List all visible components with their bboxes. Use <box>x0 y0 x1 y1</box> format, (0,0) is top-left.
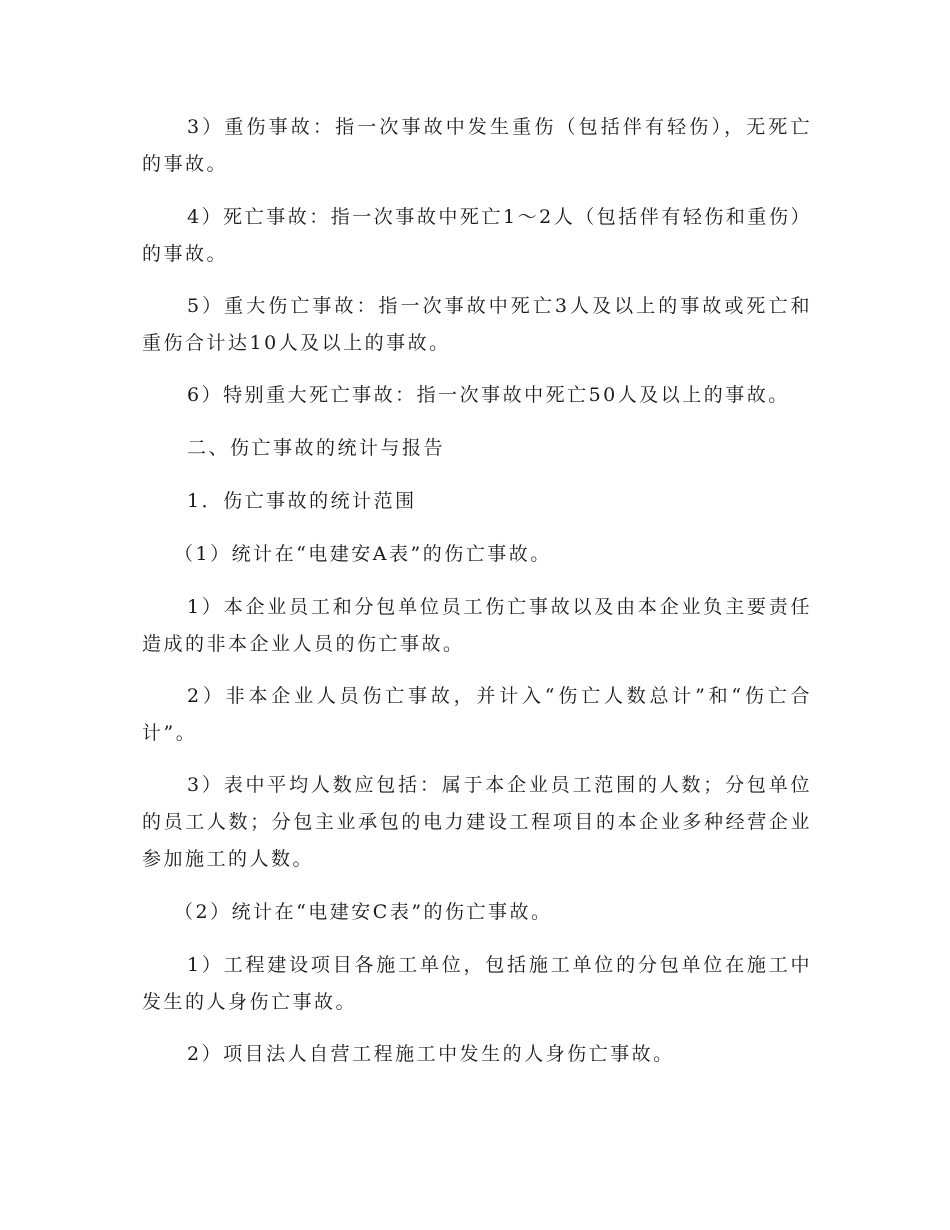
paragraph-construction-units: 1）工程建设项目各施工单位，包括施工单位的分包单位在施工中发生的人身伤亡事故。 <box>142 954 812 1013</box>
paragraph-major-casualty-accident: 5）重大伤亡事故：指一次事故中死亡3人及以上的事故或死亡和重伤合计达10人及以上的事故。 <box>142 295 812 354</box>
paragraph-serious-injury-accident: 3）重伤事故：指一次事故中发生重伤（包括伴有轻伤），无死亡的事故。 <box>142 116 812 175</box>
section-heading-statistics-and-report: 二、伤亡事故的统计与报告 <box>187 437 446 459</box>
paragraph-death-accident: 4）死亡事故：指一次事故中死亡1～2人（包括伴有轻伤和重伤）的事故。 <box>142 206 812 265</box>
item-table-c-accidents: （2）统计在“电建安C表”的伤亡事故。 <box>174 901 553 923</box>
paragraph-non-employee-accidents: 2）非本企业人员伤亡事故，并计入“伤亡人数总计”和“伤亡合计”。 <box>142 685 812 744</box>
paragraph-especially-major-accident: 6）特别重大死亡事故：指一次事故中死亡50人及以上的事故。 <box>187 384 790 406</box>
subheading-statistics-scope: 1．伤亡事故的统计范围 <box>187 490 417 512</box>
paragraph-employee-accidents: 1）本企业员工和分包单位员工伤亡事故以及由本企业负主要责任造成的非本企业人员的伤亡事故。 <box>142 596 812 655</box>
paragraph-project-legal-person: 2）项目法人自营工程施工中发生的人身伤亡事故。 <box>187 1043 675 1065</box>
item-table-a-accidents: （1）统计在“电建安A表”的伤亡事故。 <box>174 543 552 565</box>
paragraph-average-headcount: 3）表中平均人数应包括：属于本企业员工范围的人数；分包单位的员工人数；分包主业承包的电力建设工程项目的本企业多种经营企业参加施工的人数。 <box>142 774 812 870</box>
